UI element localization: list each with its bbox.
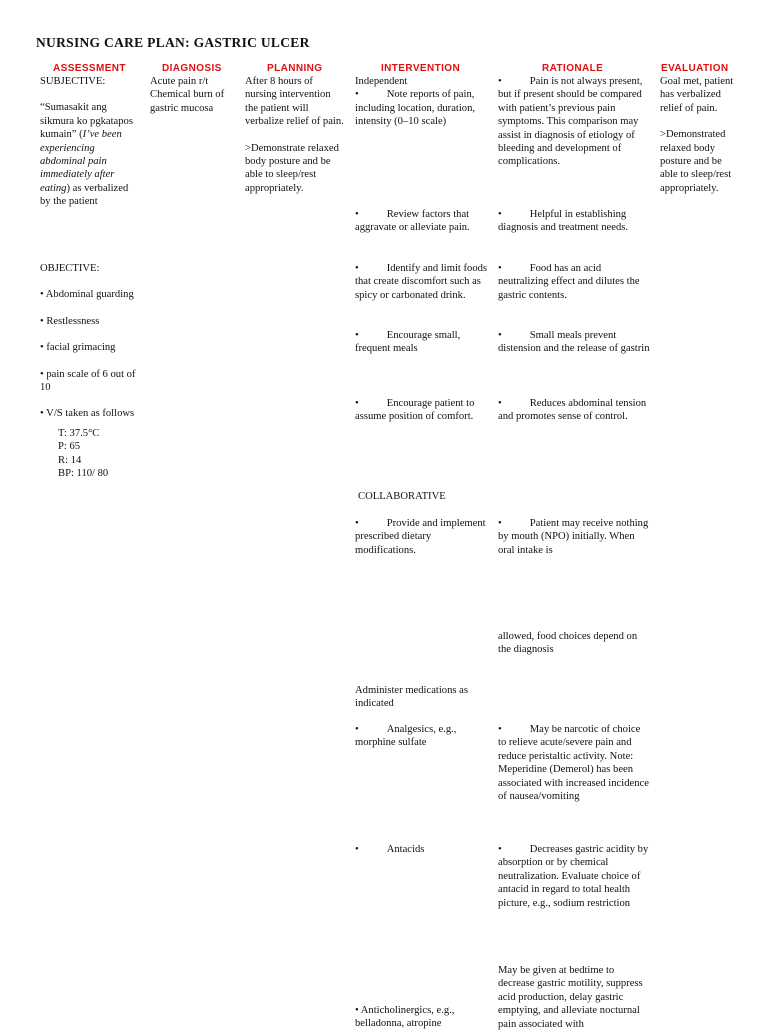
vital-temp: T: 37.5°C — [58, 427, 100, 439]
objective-item: • V/S taken as follows — [40, 408, 135, 420]
rationale-item: • Small meals prevent distension and the release of gastrin — [498, 330, 650, 355]
objective-item: • Abdominal guarding — [40, 289, 134, 301]
subjective-label: SUBJECTIVE: — [40, 76, 106, 87]
independent-label: Independent — [355, 76, 408, 87]
collaborative-label: COLLABORATIVE — [358, 491, 446, 502]
intervention-item: • Encourage patient to assume position of comfort. — [355, 398, 475, 423]
rationale-item: • Helpful in establishing diagnosis and treatment needs. — [498, 209, 629, 234]
evaluation-goal: Goal met, patient has verbalized relief of pain. — [660, 76, 734, 114]
objective-section — [40, 262, 140, 480]
rationale-item: • Reduces abdominal tension and promotes sense of control. — [498, 398, 647, 423]
page-title: NURSING CARE PLAN: GASTRIC ULCER — [36, 35, 310, 50]
diagnosis-text: Acute pain r/t Chemical burn of gastric mucosa — [150, 76, 225, 114]
header-planning: PLANNING — [267, 63, 323, 74]
med-analgesics: • Analgesics, e.g., morphine sulfate — [355, 724, 457, 749]
intervention-item: • Note reports of pain, including location, duration, intensity (0–10 scale) — [355, 89, 476, 128]
rationale-npo-cont: allowed, food choices depend on the diagnosis — [498, 631, 638, 656]
header-evaluation: EVALUATION — [661, 63, 729, 74]
vital-bp: BP: 110/ 80 — [58, 468, 109, 480]
planning-goal: After 8 hours of nursing intervention the patient will verbalize relief of pain. — [245, 76, 344, 128]
intervention-item: • Encourage small, frequent meals — [355, 330, 461, 355]
med-antacids: • Antacids — [355, 844, 425, 855]
planning-outcome: >Demonstrate relaxed body posture and be able to sleep/rest appropriately. — [245, 142, 339, 194]
objective-item: • pain scale of 6 out of 10 — [40, 368, 136, 394]
evaluation-outcome: >Demonstrated relaxed body posture and be able to sleep/rest appropriately. — [660, 129, 732, 194]
objective-item: • facial grimacing — [40, 342, 116, 354]
rationale-item: • Pain is not always present, but if present should be compared with patient’s previous pain symptoms. This comparison may assist in diagnosis of etiology of bleeding and development of complications. — [498, 76, 643, 168]
header-rationale: RATIONALE — [542, 63, 604, 74]
intervention-item: • Identify and limit foods that create discomfort such as spicy or carbonated drink. — [355, 263, 488, 301]
evaluation-column — [660, 75, 740, 195]
vital-resp: R: 14 — [58, 454, 82, 466]
med-anticholinergics: • Anticholinergics, e.g., belladonna, atropine — [355, 1005, 455, 1030]
meds-label: Administer medications as indicated — [355, 685, 468, 710]
objective-label: OBJECTIVE: — [40, 263, 100, 274]
intervention-independent — [355, 75, 490, 129]
rationale-antacids: • Decreases gastric acidity by absorption or by chemical neutralization. Evaluate choice of antacid in regard to total health picture, e.g., sodium restriction — [498, 844, 649, 909]
subjective-quote: “Sumasakit ang sikmura ko pgkatapos kumain” (I’ve been experiencing abdominal pain immediately after eating) as verbalized by the patient — [40, 102, 133, 208]
vital-pulse: P: 65 — [58, 441, 81, 453]
rationale-item: • Food has an acid neutralizing effect and dilutes the gastric contents. — [498, 263, 640, 301]
planning-column — [245, 75, 345, 195]
rationale-npo: • Patient may receive nothing by mouth (NPO) initially. When oral intake is — [498, 518, 649, 556]
collab-item: • Provide and implement prescribed dietary modifications. — [355, 518, 486, 556]
rationale-anticholinergics: May be given at bedtime to decrease gastric motility, suppress acid production, delay gastric emptying, and alleviate nocturnal pain associated with — [498, 965, 643, 1030]
rationale-analgesics: • May be narcotic of choice to relieve acute/severe pain and reduce peristaltic activity. Note: Meperidine (Demerol) has been associated with increased incidence of nausea/vomiting — [498, 724, 649, 803]
assessment-column — [40, 75, 140, 209]
header-intervention: INTERVENTION — [381, 63, 461, 74]
header-diagnosis: DIAGNOSIS — [162, 63, 222, 74]
objective-item: • Restlessness — [40, 315, 100, 327]
vital-signs — [40, 427, 140, 481]
header-assessment: ASSESSMENT — [53, 63, 126, 74]
intervention-item: • Review factors that aggravate or alleviate pain. — [355, 209, 470, 234]
